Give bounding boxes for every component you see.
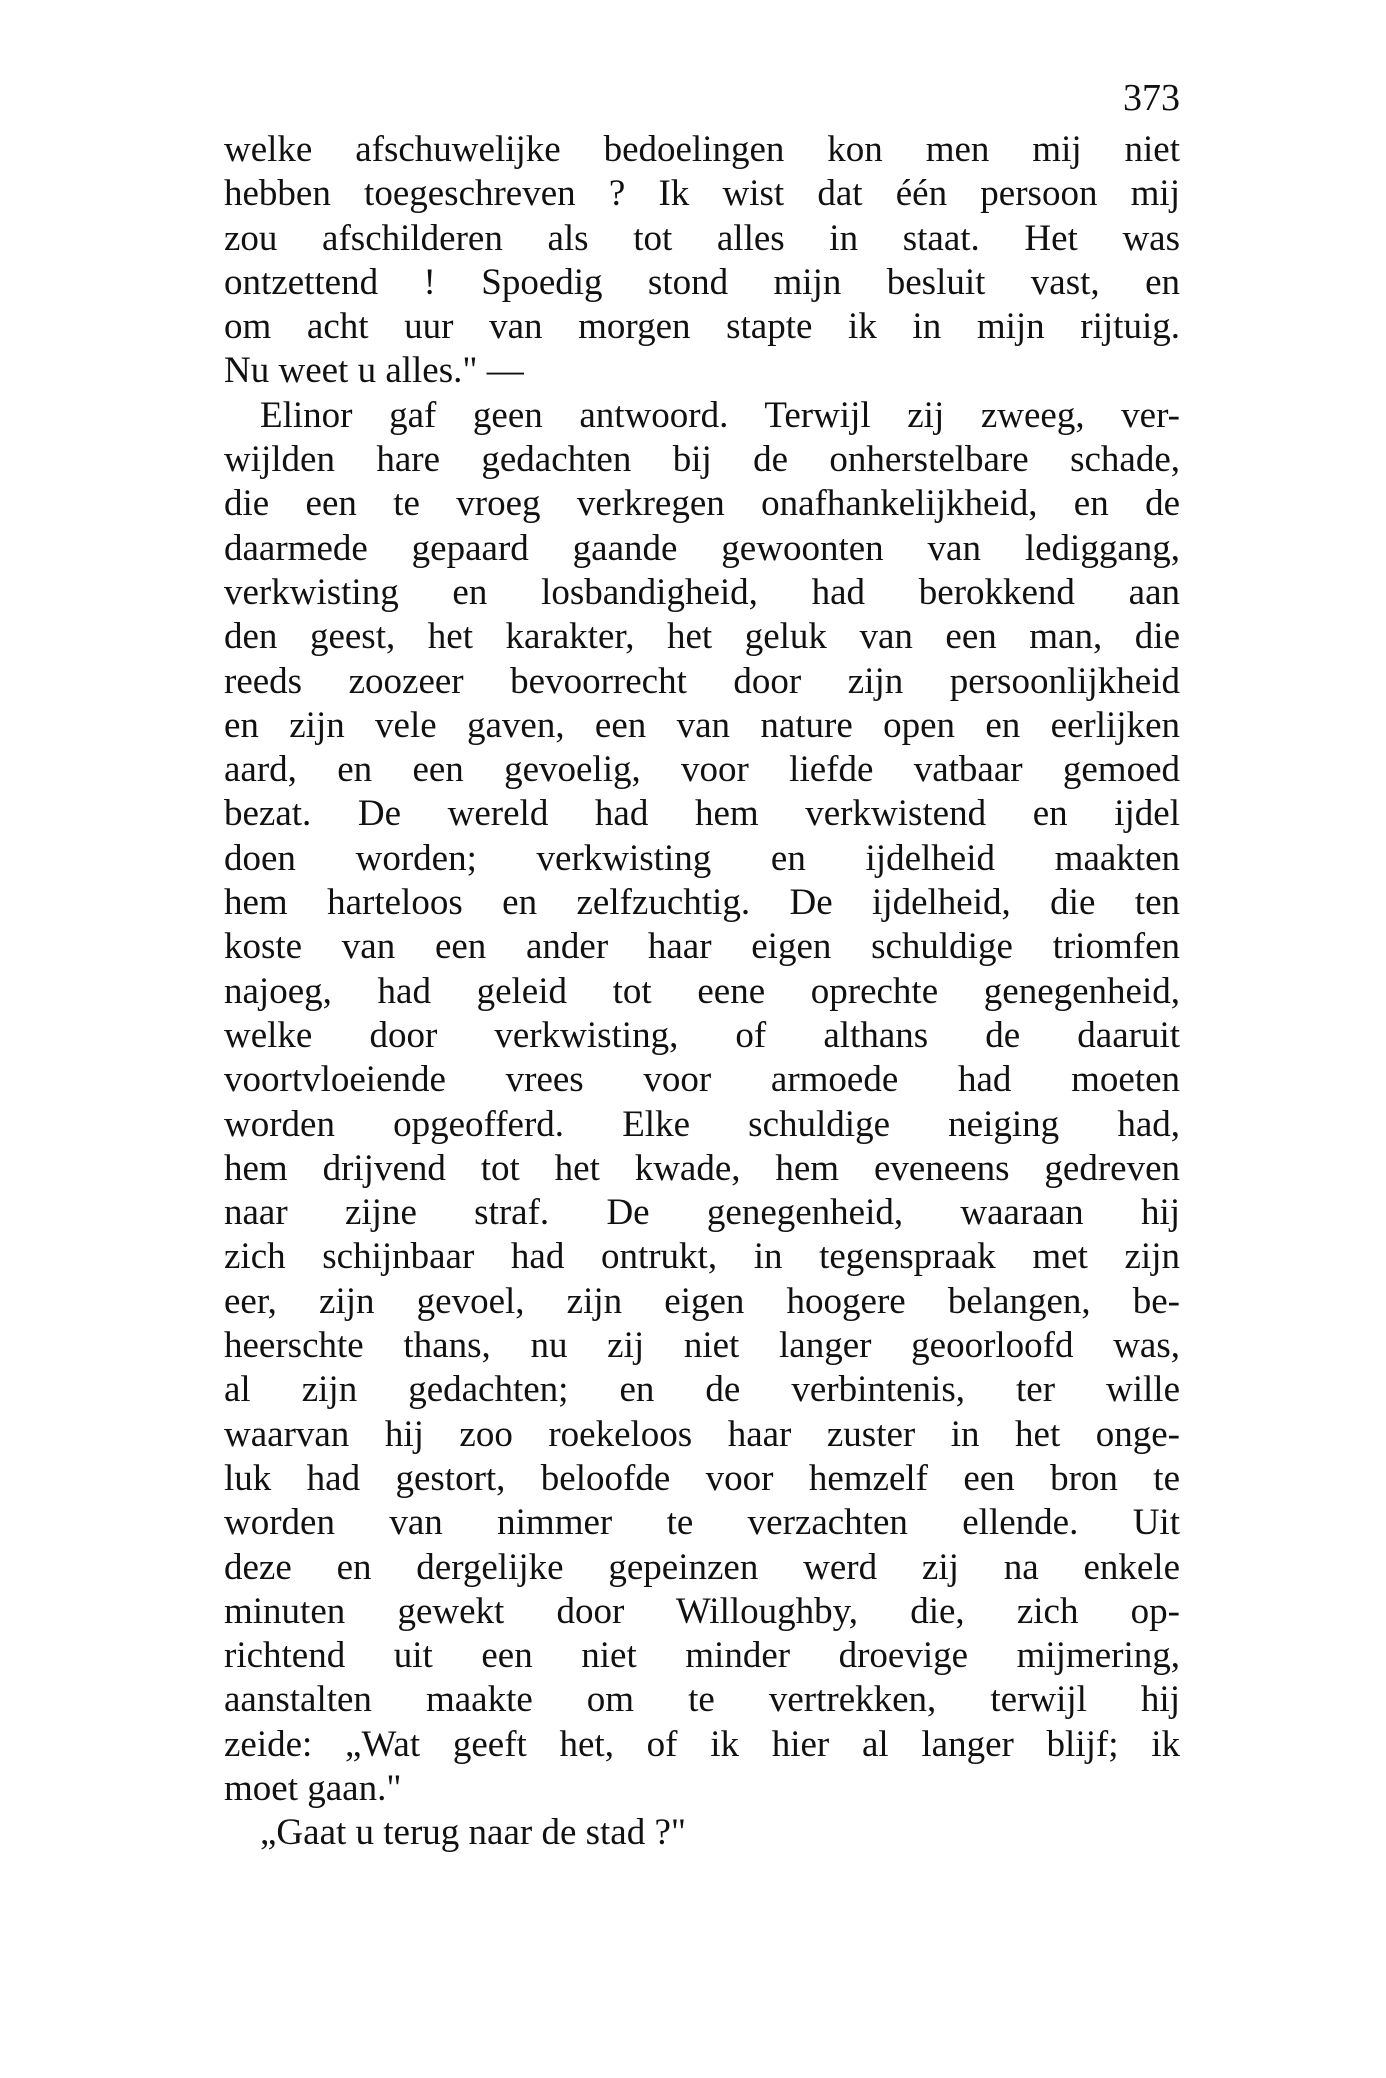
text-line: welke door verkwisting, of althans de daaruit [224, 1014, 1180, 1056]
text-line: hem drijvend tot het kwade, hem eveneens gedreven [224, 1147, 1180, 1189]
text-line: die een te vroeg verkregen onafhankelijkheid, en de [224, 483, 1180, 525]
text-line: den geest, het karakter, het geluk van een man, die [224, 616, 1180, 658]
text-line: najoeg, had geleid tot eene oprechte genegenheid, [224, 970, 1180, 1012]
text-line: hem harteloos en zelfzuchtig. De ijdelheid, die ten [224, 882, 1180, 924]
text-line: Elinor gaf geen antwoord. Terwijl zij zweeg, ver- [260, 394, 1180, 436]
text-line: koste van een ander haar eigen schuldige triomfen [224, 926, 1180, 968]
text-line: luk had gestort, beloofde voor hemzelf een bron te [224, 1457, 1180, 1499]
text-line: aard, en een gevoelig, voor liefde vatbaar gemoed [224, 749, 1180, 791]
text-line: om acht uur van morgen stapte ik in mijn rijtuig. [224, 306, 1180, 348]
text-line: al zijn gedachten; en de verbintenis, ter wille [224, 1369, 1180, 1411]
page-number: 373 [1123, 77, 1180, 119]
text-line: richtend uit een niet minder droevige mijmering, [224, 1635, 1180, 1677]
text-line: voortvloeiende vrees voor armoede had moeten [224, 1059, 1180, 1101]
text-line: heerschte thans, nu zij niet langer geoorloofd was, [224, 1325, 1180, 1367]
text-line: zich schijnbaar had ontrukt, in tegenspraak met zijn [224, 1236, 1180, 1278]
text-line: worden van nimmer te verzachten ellende. Uit [224, 1502, 1180, 1544]
text-line: moet gaan." [224, 1767, 402, 1809]
text-line: bezat. De wereld had hem verkwistend en ijdel [224, 793, 1180, 835]
text-line: reeds zoozeer bevoorrecht door zijn persoonlijkheid [224, 660, 1180, 702]
text-line: zeide: „Wat geeft het, of ik hier al langer blijf; ik [224, 1723, 1180, 1765]
text-line: Nu weet u alles." — [224, 350, 524, 392]
text-line: aanstalten maakte om te vertrekken, terwijl hij [224, 1679, 1180, 1721]
text-line: naar zijne straf. De genegenheid, waaraan hij [224, 1192, 1180, 1234]
text-line: waarvan hij zoo roekeloos haar zuster in het onge- [224, 1413, 1180, 1455]
text-line: welke afschuwelijke bedoelingen kon men mij niet [224, 129, 1180, 170]
body-text [224, 128, 1180, 1856]
text-line: minuten gewekt door Willoughby, die, zich op- [224, 1590, 1180, 1632]
text-line: deze en dergelijke gepeinzen werd zij na enkele [224, 1546, 1180, 1588]
text-line: worden opgeofferd. Elke schuldige neiging had, [224, 1103, 1180, 1145]
text-line: wijlden hare gedachten bij de onherstelbare schade, [224, 439, 1180, 481]
text-line: zou afschilderen als tot alles in staat. Het was [224, 217, 1180, 259]
text-line: eer, zijn gevoel, zijn eigen hoogere belangen, be- [224, 1280, 1180, 1322]
text-line: doen worden; verkwisting en ijdelheid maakten [224, 837, 1180, 879]
text-line: ontzettend ! Spoedig stond mijn besluit vast, en [224, 261, 1180, 303]
text-line: daarmede gepaard gaande gewoonten van lediggang, [224, 527, 1180, 569]
text-line: hebben toegeschreven ? Ik wist dat één persoon mij [224, 173, 1180, 215]
text-line: „Gaat u terug naar de stad ?" [260, 1812, 687, 1854]
text-line: en zijn vele gaven, een van nature open en eerlijken [224, 704, 1180, 746]
text-line: verkwisting en losbandigheid, had berokkend aan [224, 571, 1180, 613]
